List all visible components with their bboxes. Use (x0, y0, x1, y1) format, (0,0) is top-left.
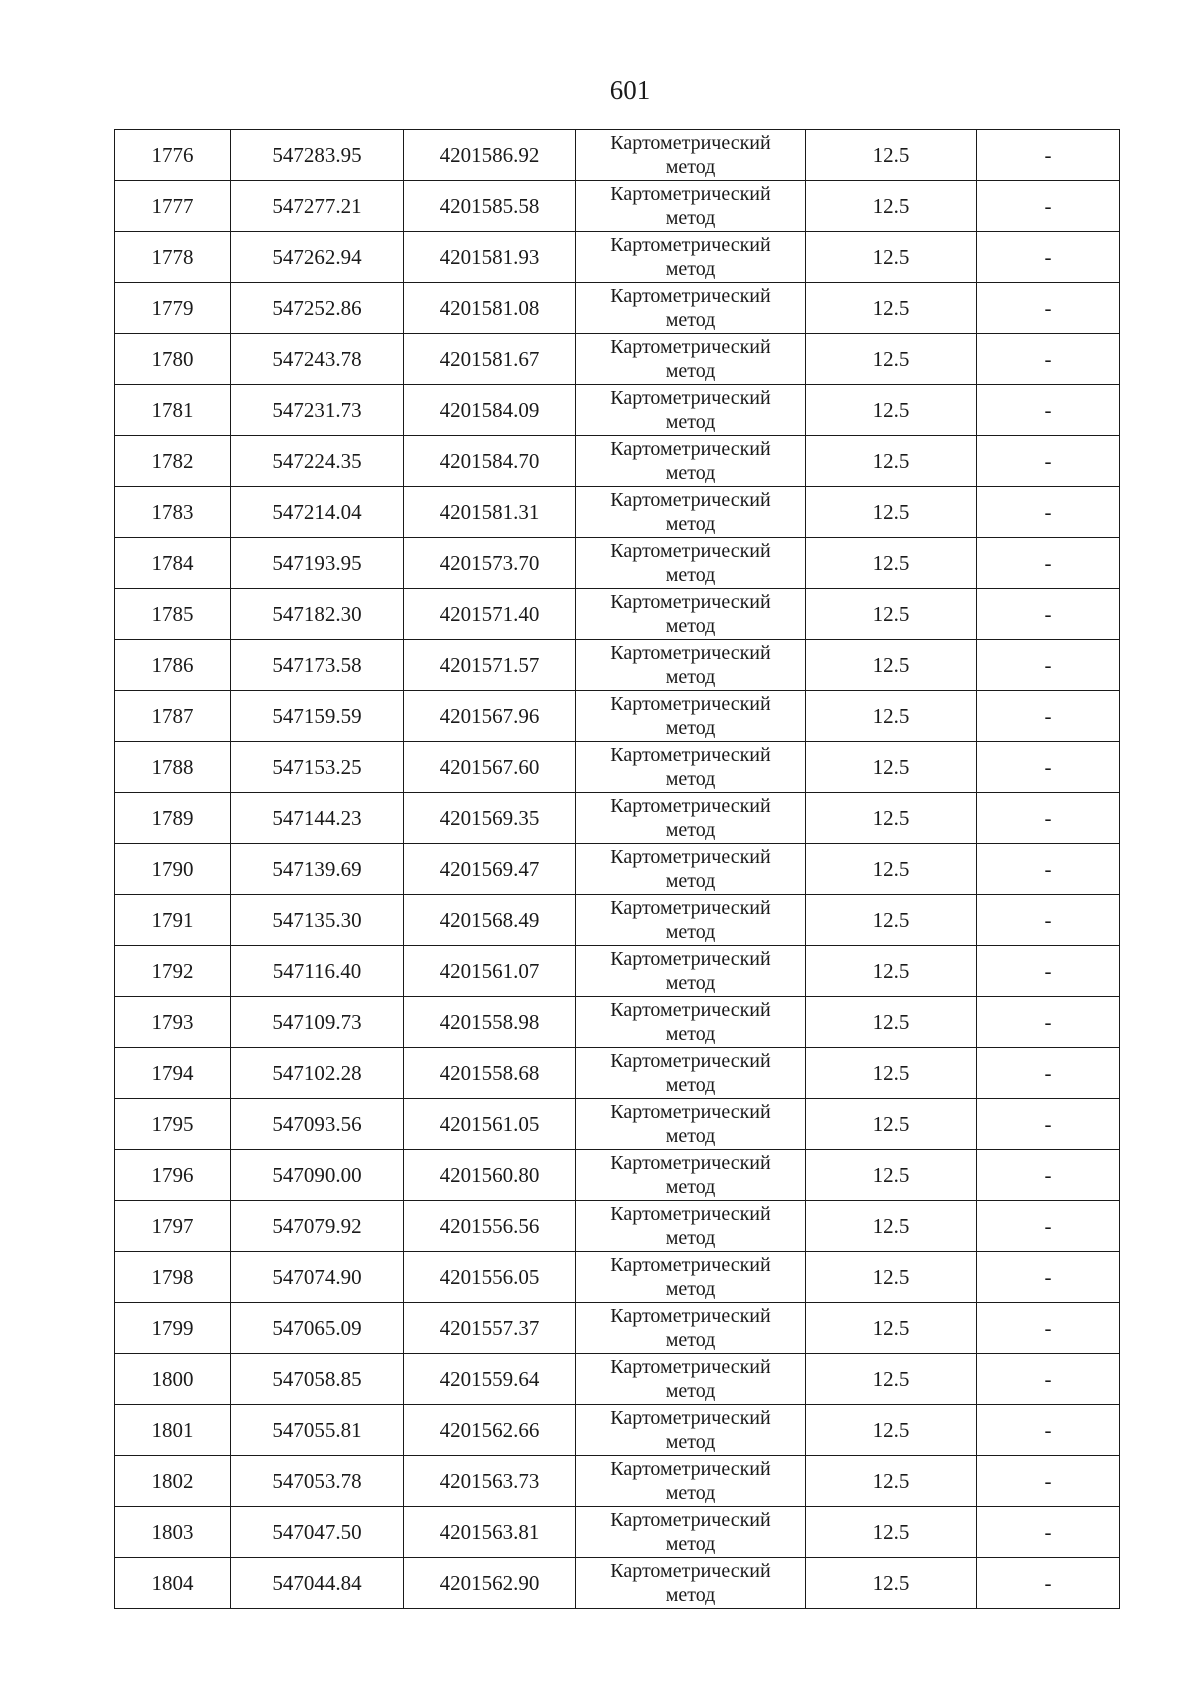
note-cell: - (977, 1558, 1120, 1609)
x-coordinate-cell: 547093.56 (231, 1099, 404, 1150)
method-line-1: Картометрический (610, 386, 771, 409)
accuracy-cell: 12.5 (806, 1252, 977, 1303)
point-number-cell: 1781 (115, 385, 231, 436)
method-cell (576, 1507, 806, 1558)
note-cell: - (977, 334, 1120, 385)
y-coordinate-cell: 4201557.37 (404, 1303, 576, 1354)
method-line-2: метод (665, 920, 716, 943)
method-line-2: метод (665, 818, 716, 841)
table-row (115, 1507, 1120, 1558)
method-line-1: Картометрический (610, 182, 771, 205)
method-cell (576, 1252, 806, 1303)
method-line-2: метод (665, 461, 716, 484)
accuracy-cell: 12.5 (806, 487, 977, 538)
point-number-cell: 1794 (115, 1048, 231, 1099)
method-line-1: Картометрический (610, 1202, 771, 1225)
y-coordinate-cell: 4201556.05 (404, 1252, 576, 1303)
method-cell (576, 1048, 806, 1099)
method-cell (576, 232, 806, 283)
method-line-2: метод (665, 716, 716, 739)
table-row (115, 1303, 1120, 1354)
x-coordinate-cell: 547065.09 (231, 1303, 404, 1354)
x-coordinate-cell: 547102.28 (231, 1048, 404, 1099)
method-cell (576, 742, 806, 793)
note-cell: - (977, 130, 1120, 181)
x-coordinate-cell: 547055.81 (231, 1405, 404, 1456)
y-coordinate-cell: 4201559.64 (404, 1354, 576, 1405)
y-coordinate-cell: 4201562.90 (404, 1558, 576, 1609)
x-coordinate-cell: 547139.69 (231, 844, 404, 895)
note-cell: - (977, 1507, 1120, 1558)
note-cell: - (977, 1303, 1120, 1354)
note-cell: - (977, 640, 1120, 691)
x-coordinate-cell: 547277.21 (231, 181, 404, 232)
method-line-2: метод (665, 971, 716, 994)
method-cell (576, 1456, 806, 1507)
method-line-2: метод (665, 1583, 716, 1606)
point-number-cell: 1797 (115, 1201, 231, 1252)
method-cell (576, 1303, 806, 1354)
note-cell: - (977, 742, 1120, 793)
note-cell: - (977, 232, 1120, 283)
note-cell: - (977, 1150, 1120, 1201)
note-cell: - (977, 538, 1120, 589)
point-number-cell: 1789 (115, 793, 231, 844)
method-line-2: метод (665, 665, 716, 688)
point-number-cell: 1782 (115, 436, 231, 487)
y-coordinate-cell: 4201561.07 (404, 946, 576, 997)
note-cell: - (977, 1405, 1120, 1456)
method-line-1: Картометрический (610, 1457, 771, 1480)
accuracy-cell: 12.5 (806, 1405, 977, 1456)
note-cell: - (977, 1354, 1120, 1405)
accuracy-cell: 12.5 (806, 1099, 977, 1150)
table-row (115, 1354, 1120, 1405)
point-number-cell: 1799 (115, 1303, 231, 1354)
method-cell (576, 1558, 806, 1609)
method-line-1: Картометрический (610, 539, 771, 562)
accuracy-cell: 12.5 (806, 1507, 977, 1558)
method-line-2: метод (665, 257, 716, 280)
table-body (115, 130, 1120, 1609)
note-cell: - (977, 385, 1120, 436)
point-number-cell: 1783 (115, 487, 231, 538)
method-line-1: Картометрический (610, 131, 771, 154)
x-coordinate-cell: 547173.58 (231, 640, 404, 691)
method-line-1: Картометрический (610, 947, 771, 970)
method-cell (576, 946, 806, 997)
note-cell: - (977, 997, 1120, 1048)
accuracy-cell: 12.5 (806, 1201, 977, 1252)
y-coordinate-cell: 4201581.08 (404, 283, 576, 334)
x-coordinate-cell: 547116.40 (231, 946, 404, 997)
table-row (115, 1405, 1120, 1456)
method-line-1: Картометрический (610, 794, 771, 817)
note-cell: - (977, 1048, 1120, 1099)
accuracy-cell: 12.5 (806, 130, 977, 181)
method-cell (576, 589, 806, 640)
method-line-1: Картометрический (610, 437, 771, 460)
table-row (115, 691, 1120, 742)
accuracy-cell: 12.5 (806, 895, 977, 946)
accuracy-cell: 12.5 (806, 385, 977, 436)
method-line-2: метод (665, 869, 716, 892)
y-coordinate-cell: 4201567.96 (404, 691, 576, 742)
method-line-2: метод (665, 1328, 716, 1351)
x-coordinate-cell: 547193.95 (231, 538, 404, 589)
method-cell (576, 181, 806, 232)
x-coordinate-cell: 547231.73 (231, 385, 404, 436)
y-coordinate-cell: 4201562.66 (404, 1405, 576, 1456)
method-line-2: метод (665, 512, 716, 535)
page-number: 601 (609, 75, 651, 105)
table-row (115, 793, 1120, 844)
method-line-1: Картометрический (610, 1406, 771, 1429)
x-coordinate-cell: 547044.84 (231, 1558, 404, 1609)
accuracy-cell: 12.5 (806, 283, 977, 334)
point-number-cell: 1786 (115, 640, 231, 691)
method-line-1: Картометрический (610, 1559, 771, 1582)
note-cell: - (977, 691, 1120, 742)
y-coordinate-cell: 4201584.70 (404, 436, 576, 487)
method-cell (576, 640, 806, 691)
method-line-1: Картометрический (610, 1100, 771, 1123)
table-row (115, 844, 1120, 895)
y-coordinate-cell: 4201584.09 (404, 385, 576, 436)
table-row (115, 946, 1120, 997)
method-line-2: метод (665, 206, 716, 229)
method-cell (576, 1354, 806, 1405)
table-row (115, 589, 1120, 640)
method-line-1: Картометрический (610, 1049, 771, 1072)
y-coordinate-cell: 4201569.47 (404, 844, 576, 895)
accuracy-cell: 12.5 (806, 946, 977, 997)
point-number-cell: 1792 (115, 946, 231, 997)
method-line-2: метод (665, 1022, 716, 1045)
table-row (115, 1558, 1120, 1609)
point-number-cell: 1801 (115, 1405, 231, 1456)
x-coordinate-cell: 547058.85 (231, 1354, 404, 1405)
point-number-cell: 1780 (115, 334, 231, 385)
table-row (115, 997, 1120, 1048)
note-cell: - (977, 283, 1120, 334)
method-line-2: метод (665, 563, 716, 586)
method-line-2: метод (665, 1379, 716, 1402)
method-line-1: Картометрический (610, 1151, 771, 1174)
note-cell: - (977, 844, 1120, 895)
note-cell: - (977, 1201, 1120, 1252)
note-cell: - (977, 487, 1120, 538)
table-row (115, 742, 1120, 793)
x-coordinate-cell: 547090.00 (231, 1150, 404, 1201)
method-cell (576, 283, 806, 334)
method-line-2: метод (665, 1175, 716, 1198)
accuracy-cell: 12.5 (806, 589, 977, 640)
method-cell (576, 844, 806, 895)
x-coordinate-cell: 547074.90 (231, 1252, 404, 1303)
method-line-1: Картометрический (610, 692, 771, 715)
table-row (115, 334, 1120, 385)
method-line-2: метод (665, 614, 716, 637)
x-coordinate-cell: 547153.25 (231, 742, 404, 793)
y-coordinate-cell: 4201561.05 (404, 1099, 576, 1150)
point-number-cell: 1791 (115, 895, 231, 946)
point-number-cell: 1796 (115, 1150, 231, 1201)
method-line-1: Картометрический (610, 845, 771, 868)
table-row (115, 436, 1120, 487)
method-line-1: Картометрический (610, 641, 771, 664)
method-line-1: Картометрический (610, 335, 771, 358)
method-cell (576, 385, 806, 436)
method-line-2: метод (665, 1277, 716, 1300)
method-line-2: метод (665, 1124, 716, 1147)
accuracy-cell: 12.5 (806, 1558, 977, 1609)
y-coordinate-cell: 4201558.98 (404, 997, 576, 1048)
table-row (115, 181, 1120, 232)
table-row (115, 640, 1120, 691)
y-coordinate-cell: 4201569.35 (404, 793, 576, 844)
accuracy-cell: 12.5 (806, 1150, 977, 1201)
accuracy-cell: 12.5 (806, 640, 977, 691)
method-line-2: метод (665, 359, 716, 382)
method-line-2: метод (665, 1226, 716, 1249)
y-coordinate-cell: 4201560.80 (404, 1150, 576, 1201)
note-cell: - (977, 946, 1120, 997)
method-cell (576, 1405, 806, 1456)
note-cell: - (977, 589, 1120, 640)
note-cell: - (977, 181, 1120, 232)
method-cell (576, 1150, 806, 1201)
point-number-cell: 1777 (115, 181, 231, 232)
y-coordinate-cell: 4201563.73 (404, 1456, 576, 1507)
table-row (115, 232, 1120, 283)
accuracy-cell: 12.5 (806, 742, 977, 793)
method-line-2: метод (665, 308, 716, 331)
point-number-cell: 1785 (115, 589, 231, 640)
note-cell: - (977, 895, 1120, 946)
y-coordinate-cell: 4201567.60 (404, 742, 576, 793)
y-coordinate-cell: 4201571.57 (404, 640, 576, 691)
x-coordinate-cell: 547053.78 (231, 1456, 404, 1507)
point-number-cell: 1788 (115, 742, 231, 793)
point-number-cell: 1778 (115, 232, 231, 283)
point-number-cell: 1803 (115, 1507, 231, 1558)
table-row (115, 385, 1120, 436)
y-coordinate-cell: 4201568.49 (404, 895, 576, 946)
point-number-cell: 1784 (115, 538, 231, 589)
table-row (115, 1099, 1120, 1150)
table-row (115, 538, 1120, 589)
method-cell (576, 997, 806, 1048)
table-row (115, 1201, 1120, 1252)
y-coordinate-cell: 4201571.40 (404, 589, 576, 640)
x-coordinate-cell: 547135.30 (231, 895, 404, 946)
accuracy-cell: 12.5 (806, 1354, 977, 1405)
note-cell: - (977, 1099, 1120, 1150)
method-cell (576, 130, 806, 181)
table-row (115, 1252, 1120, 1303)
method-line-2: метод (665, 155, 716, 178)
x-coordinate-cell: 547224.35 (231, 436, 404, 487)
method-line-1: Картометрический (610, 1355, 771, 1378)
note-cell: - (977, 1252, 1120, 1303)
point-number-cell: 1776 (115, 130, 231, 181)
accuracy-cell: 12.5 (806, 1456, 977, 1507)
method-line-1: Картометрический (610, 743, 771, 766)
method-cell (576, 538, 806, 589)
accuracy-cell: 12.5 (806, 1303, 977, 1354)
y-coordinate-cell: 4201556.56 (404, 1201, 576, 1252)
method-line-2: метод (665, 410, 716, 433)
y-coordinate-cell: 4201581.67 (404, 334, 576, 385)
method-line-2: метод (665, 1073, 716, 1096)
method-line-2: метод (665, 1532, 716, 1555)
point-number-cell: 1793 (115, 997, 231, 1048)
point-number-cell: 1802 (115, 1456, 231, 1507)
method-line-2: метод (665, 767, 716, 790)
method-line-2: метод (665, 1481, 716, 1504)
x-coordinate-cell: 547159.59 (231, 691, 404, 742)
method-line-2: метод (665, 1430, 716, 1453)
method-cell (576, 895, 806, 946)
point-number-cell: 1787 (115, 691, 231, 742)
point-number-cell: 1800 (115, 1354, 231, 1405)
table-row (115, 283, 1120, 334)
method-line-1: Картометрический (610, 1508, 771, 1531)
x-coordinate-cell: 547252.86 (231, 283, 404, 334)
accuracy-cell: 12.5 (806, 691, 977, 742)
method-line-1: Картометрический (610, 488, 771, 511)
x-coordinate-cell: 547109.73 (231, 997, 404, 1048)
table-row (115, 1048, 1120, 1099)
method-line-1: Картометрический (610, 233, 771, 256)
accuracy-cell: 12.5 (806, 538, 977, 589)
accuracy-cell: 12.5 (806, 436, 977, 487)
table-row (115, 1150, 1120, 1201)
point-number-cell: 1798 (115, 1252, 231, 1303)
method-cell (576, 1099, 806, 1150)
point-number-cell: 1779 (115, 283, 231, 334)
method-cell (576, 691, 806, 742)
method-cell (576, 334, 806, 385)
y-coordinate-cell: 4201585.58 (404, 181, 576, 232)
note-cell: - (977, 793, 1120, 844)
y-coordinate-cell: 4201581.93 (404, 232, 576, 283)
method-line-1: Картометрический (610, 1253, 771, 1276)
x-coordinate-cell: 547243.78 (231, 334, 404, 385)
method-cell (576, 793, 806, 844)
x-coordinate-cell: 547047.50 (231, 1507, 404, 1558)
accuracy-cell: 12.5 (806, 997, 977, 1048)
x-coordinate-cell: 547283.95 (231, 130, 404, 181)
accuracy-cell: 12.5 (806, 232, 977, 283)
accuracy-cell: 12.5 (806, 1048, 977, 1099)
note-cell: - (977, 436, 1120, 487)
y-coordinate-cell: 4201563.81 (404, 1507, 576, 1558)
method-line-1: Картометрический (610, 998, 771, 1021)
method-line-1: Картометрический (610, 896, 771, 919)
y-coordinate-cell: 4201586.92 (404, 130, 576, 181)
x-coordinate-cell: 547262.94 (231, 232, 404, 283)
method-cell (576, 436, 806, 487)
coordinates-table (114, 129, 1120, 1609)
method-line-1: Картометрический (610, 1304, 771, 1327)
table-row (115, 895, 1120, 946)
table-row (115, 130, 1120, 181)
method-line-1: Картометрический (610, 284, 771, 307)
x-coordinate-cell: 547214.04 (231, 487, 404, 538)
accuracy-cell: 12.5 (806, 181, 977, 232)
accuracy-cell: 12.5 (806, 793, 977, 844)
table-row (115, 1456, 1120, 1507)
y-coordinate-cell: 4201573.70 (404, 538, 576, 589)
table-row (115, 487, 1120, 538)
accuracy-cell: 12.5 (806, 844, 977, 895)
accuracy-cell: 12.5 (806, 334, 977, 385)
x-coordinate-cell: 547182.30 (231, 589, 404, 640)
point-number-cell: 1795 (115, 1099, 231, 1150)
method-line-1: Картометрический (610, 590, 771, 613)
point-number-cell: 1790 (115, 844, 231, 895)
y-coordinate-cell: 4201581.31 (404, 487, 576, 538)
method-cell (576, 487, 806, 538)
method-cell (576, 1201, 806, 1252)
point-number-cell: 1804 (115, 1558, 231, 1609)
x-coordinate-cell: 547144.23 (231, 793, 404, 844)
y-coordinate-cell: 4201558.68 (404, 1048, 576, 1099)
note-cell: - (977, 1456, 1120, 1507)
x-coordinate-cell: 547079.92 (231, 1201, 404, 1252)
